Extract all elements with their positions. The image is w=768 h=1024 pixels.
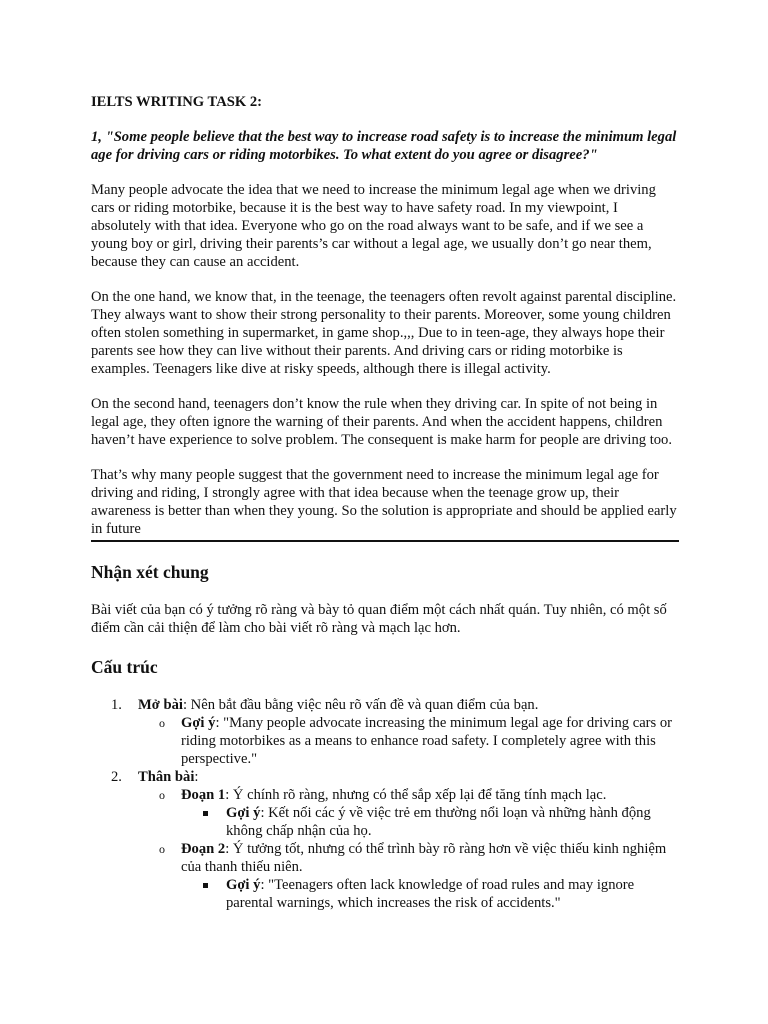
sublist [91,714,681,768]
circle-bullet-icon: o [159,842,165,856]
hint-text: : "Teenagers often lack knowledge of road rules and may ignore parental warnings, which increases the risk of accidents." [226,877,635,911]
hint-label: Gợi ý [226,805,261,821]
hint-item [181,876,681,912]
item-label: Mở bài [138,697,183,713]
essay-paragraph-1: Many people advocate the idea that we need to increase the minimum legal age when we driving cars or riding motorbike, because it is the best way to have safety road. In my viewpoint, I absolutely with that idea. Everyone who go on the road always want to be safe, and if we see a young boy or girl, driving their parents’s car without a legal age, we usually don’t go near them, because they can cause an accident. [91,182,656,270]
item-label: Thân bài [138,769,195,785]
essay-paragraph-2: On the one hand, we know that, in the teenage, the teenagers often revolt against parental discipline. They always want to show their strong personality to their parents. Moreover, some young children often stolen something in supermarket, in game shop.,,, Due to in teen-age, they always hope their parents see how they can live without their parents. And driving cars or riding motorbike is examples. Teenagers like dive at risky speeds, although there is illegal activity. [91,289,677,377]
paragraph-comment: : Ý tưởng tốt, nhưng có thể trình bày rõ ràng hơn về việc thiếu kinh nghiệm của thanh thiếu niên. [181,841,667,875]
hint-text: : Kết nối các ý về việc trẻ em thường nổi loạn và những hành động không chấp nhận của họ. [226,805,651,839]
document-content [91,93,681,912]
hint-item [181,804,681,840]
list-number: 1. [111,697,122,713]
section-divider [91,540,679,542]
body-paragraph-2-item [138,840,681,912]
item-text: : Nên bắt đầu bằng việc nêu rõ vấn đề và quan điểm của bạn. [182,697,539,713]
structure-item-intro [91,696,681,714]
structure-subitems-body [91,786,681,912]
hint-list [181,804,681,840]
suggestion-item [138,714,681,768]
sublist [91,786,681,912]
structure-heading: Cấu trúc [91,657,158,677]
square-bullet-icon [203,811,208,816]
list-number: 2. [111,769,122,785]
item-text: : [194,769,199,785]
paragraph-comment: : Ý chính rõ ràng, nhưng có thể sắp xếp lại để tăng tính mạch lạc. [225,787,607,803]
structure-list [91,696,681,912]
hint-label: Gợi ý [226,877,261,893]
essay-paragraph-4: That’s why many people suggest that the government need to increase the minimum legal age for driving and riding, I strongly agree with that idea because when the teenage grow up, their awareness is better than when they young. So the solution is appropriate and should be applied early in future [91,467,677,537]
hint-list [181,876,681,912]
circle-bullet-icon: o [159,716,165,730]
square-bullet-icon [203,883,208,888]
task-title: IELTS WRITING TASK 2: [91,94,263,110]
circle-bullet-icon: o [159,788,165,802]
general-review-text: Bài viết của bạn có ý tưởng rõ ràng và bày tỏ quan điểm một cách nhất quán. Tuy nhiên, có một số điểm cần cải thiện để làm cho bài viết rõ ràng và mạch lạc hơn. [91,602,667,636]
essay-prompt: 1, "Some people believe that the best way to increase road safety is to increase the minimum legal age for driving cars or riding motorbikes. To what extent do you agree or disagree?" [91,129,677,163]
paragraph-label: Đoạn 1 [181,787,226,803]
structure-item-body [91,768,681,786]
suggestion-label: Gợi ý [181,715,216,731]
body-paragraph-1-item [138,786,681,840]
general-review-heading: Nhận xét chung [91,562,209,582]
suggestion-text: : "Many people advocate increasing the minimum legal age for driving cars or riding motorbikes as a means to enhance road safety. I completely agree with this perspective." [181,715,673,767]
essay-paragraph-3: On the second hand, teenagers don’t know the rule when they driving car. In spite of not being in legal age, they often ignore the warning of their parents. And when the accident happens, children haven’t have experience to solve problem. The consequent is make harm for people are driving too. [91,396,672,448]
structure-subitems-intro [91,714,681,768]
paragraph-label: Đoạn 2 [181,841,226,857]
